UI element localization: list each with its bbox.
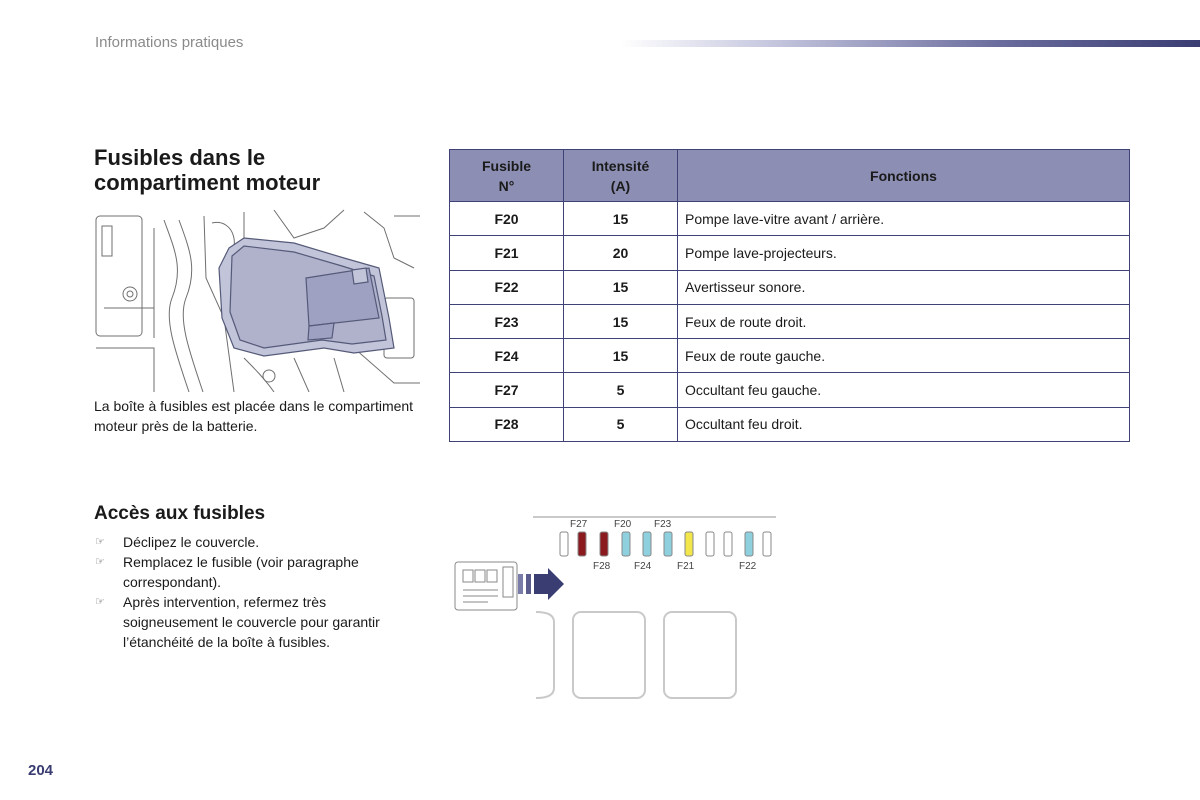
fuse-amperage: 15 (564, 304, 678, 338)
fuse-label: F22 (739, 561, 757, 572)
header-fuse: Fusible N° (450, 150, 564, 202)
pointing-hand-icon: ☞ (95, 596, 105, 608)
fuse-function: Pompe lave-vitre avant / arrière. (678, 202, 1130, 236)
table-row (450, 304, 1130, 338)
list-item (94, 552, 414, 592)
fuse-amperage: 5 (564, 407, 678, 441)
table-row (450, 236, 1130, 270)
pointing-hand-icon: ☞ (95, 556, 105, 568)
fuse-function: Pompe lave-projecteurs. (678, 236, 1130, 270)
table-row (450, 202, 1130, 236)
list-item (94, 532, 414, 552)
fuse-number: F24 (450, 339, 564, 373)
fuse-amperage: 15 (564, 339, 678, 373)
fusebox-caption: La boîte à fusibles est placée dans le compartiment moteur près de la batterie. (94, 398, 414, 434)
fuse-amperage: 15 (564, 202, 678, 236)
engine-compartment-illustration (94, 208, 420, 392)
header-gradient-bar (620, 40, 1200, 47)
header-functions: Fonctions (678, 150, 1130, 202)
pointing-hand-icon: ☞ (95, 536, 105, 548)
table-row (450, 373, 1130, 407)
table-header-row (450, 150, 1130, 202)
fuse-function: Feux de route droit. (678, 304, 1130, 338)
section-header: Informations pratiques (95, 34, 244, 51)
fuse-slots (560, 532, 771, 556)
fuse-amperage: 15 (564, 270, 678, 304)
fuse-box-diagram (448, 512, 778, 702)
fuse-number: F20 (450, 202, 564, 236)
table-row (450, 407, 1130, 441)
header-amperage: Intensité (A) (564, 150, 678, 202)
fuse-label: F24 (634, 561, 652, 572)
step-text: Après intervention, refermez très soigneusement le couvercle pour garantir l’étanchéité de la boîte à fusibles. (123, 594, 380, 650)
section-title: Fusibles dans le compartiment moteur (94, 145, 321, 195)
fuse-label: F21 (677, 561, 695, 572)
table-row (450, 339, 1130, 373)
fuse-label: F27 (570, 519, 588, 530)
fuse-number: F28 (450, 407, 564, 441)
fuse-number: F27 (450, 373, 564, 407)
step-text: Déclipez le couvercle. (123, 534, 260, 550)
step-text: Remplacez le fusible (voir paragraphe correspondant). (123, 554, 359, 590)
fuse-label: F23 (654, 519, 672, 530)
fuse-number: F23 (450, 304, 564, 338)
list-item (94, 592, 414, 652)
fusebox-thumbnail (455, 562, 517, 610)
relay-slots (536, 612, 736, 698)
access-title: Accès aux fusibles (94, 503, 266, 524)
page-number: 204 (28, 762, 54, 779)
fuse-function: Feux de route gauche. (678, 339, 1130, 373)
fuse-label: F20 (614, 519, 632, 530)
fuse-table (449, 149, 1130, 442)
table-row (450, 270, 1130, 304)
fuse-amperage: 5 (564, 373, 678, 407)
fuse-number: F21 (450, 236, 564, 270)
fuse-label: F28 (593, 561, 611, 572)
fuse-number: F22 (450, 270, 564, 304)
fuse-function: Avertisseur sonore. (678, 270, 1130, 304)
fuse-function: Occultant feu gauche. (678, 373, 1130, 407)
fuse-function: Occultant feu droit. (678, 407, 1130, 441)
fuse-amperage: 20 (564, 236, 678, 270)
arrow-icon (518, 568, 564, 600)
access-steps-list (94, 532, 414, 652)
